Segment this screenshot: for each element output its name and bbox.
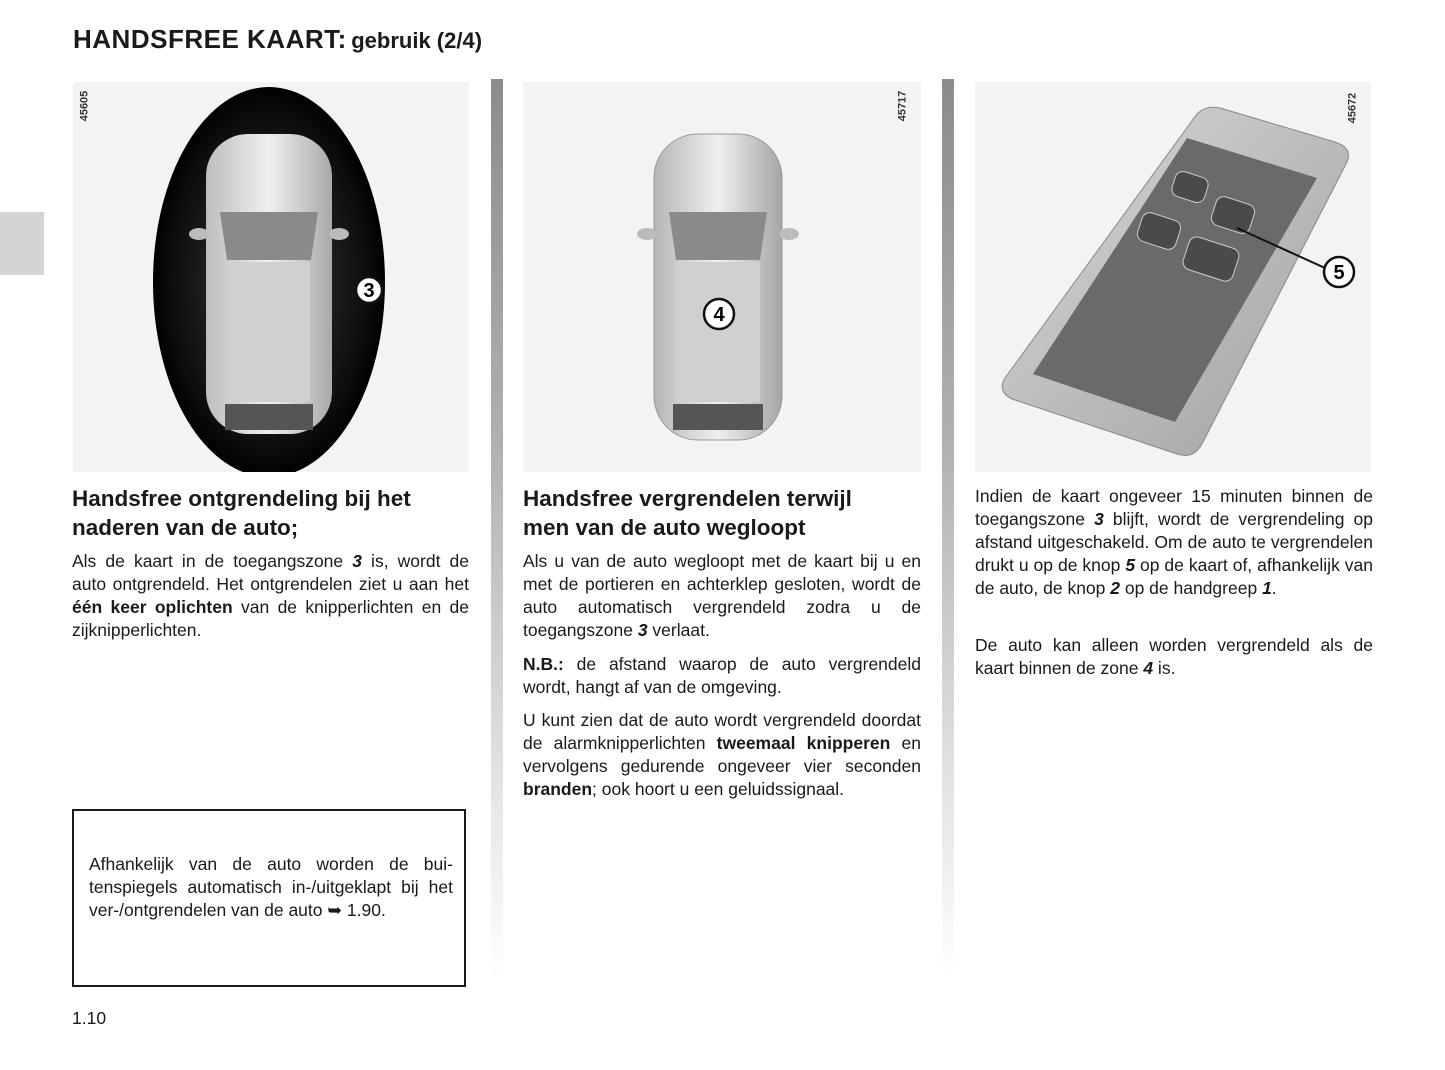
paragraph-unlock: Als de kaart in de toegangszone 3 is, wordt de auto ontgrendeld. Het ontgrendelen ziet u aan het één keer oplichten van de knipperlichten en de zijknipperlichten. xyxy=(72,551,470,640)
note-text: Afhankelijk van de auto worden de buitenspiegels automatisch in-/uitgeklapt bij het ver-/ontgrendelen van de auto ➥ 1.90. xyxy=(89,854,453,920)
note-box xyxy=(72,809,466,987)
page-number: 1.10 xyxy=(72,1008,107,1028)
title-sub: gebruik (2/4) xyxy=(351,28,483,53)
callout-5: 5 xyxy=(1333,262,1345,284)
column-divider-1 xyxy=(491,79,503,979)
heading-handsfree-lock xyxy=(523,484,923,542)
page-reference: 1.90. xyxy=(342,900,386,920)
heading-line-2: men van de auto wegloopt xyxy=(523,515,806,540)
heading-handsfree-unlock xyxy=(72,484,472,542)
paragraph-signal: U kunt zien dat de auto wordt vergrendeld doordat de alarmknipperlichten tweemaal knipperen en vervolgens gedurende ongeveer vier seconden branden; ook hoort u een geluidssignaal. xyxy=(523,710,921,799)
heading-line-2: naderen van de auto; xyxy=(72,515,299,540)
column-divider-2 xyxy=(942,79,954,979)
callout-4: 4 xyxy=(713,304,725,326)
paragraph-note: N.B.: de afstand waarop de auto vergrendeld wordt, hangt af van de omgeving. xyxy=(523,654,921,697)
figure-lock-zone xyxy=(523,82,921,472)
heading-line-1: Handsfree ontgrendeling bij het xyxy=(72,486,411,511)
page-title xyxy=(73,24,482,55)
section-tab xyxy=(0,212,44,275)
car-top-view-2 xyxy=(637,134,799,440)
heading-line-1: Handsfree vergrendelen terwijl xyxy=(523,486,852,511)
figure-key-card xyxy=(975,82,1371,472)
arrow-icon: ➥ xyxy=(327,900,343,920)
figure-number: 45717 xyxy=(896,90,909,122)
key-card-illustration xyxy=(975,82,1371,472)
title-main: HANDSFREE KAART: xyxy=(73,24,347,54)
car-top-view-1 xyxy=(189,134,349,434)
figure-number: 45605 xyxy=(78,90,91,122)
paragraph-timeout: Indien de kaart ongeveer 15 minuten binnen de toegangszone 3 blijft, wordt de vergrendeling op afstand uitgeschakeld. Om de auto te vergrendelen drukt u op de knop 5 op de kaart of, afhankelijk van de auto, de knop 2 op de handgreep 1. xyxy=(975,486,1374,598)
figure-unlock-zone xyxy=(73,82,469,472)
car-zone-illustration xyxy=(73,82,469,472)
figure-number: 45672 xyxy=(1346,92,1359,124)
callout-3: 3 xyxy=(363,280,375,302)
car-illustration xyxy=(523,82,921,472)
paragraph-lock: Als u van de auto wegloopt met de kaart bij u en met de portieren en achterklep gesloten, wordt de auto automatisch vergrendeld zodra u de toegangszone 3 verlaat. xyxy=(523,551,921,640)
paragraph-zone: De auto kan alleen worden vergrendeld als de kaart binnen de zone 4 is. xyxy=(975,635,1373,678)
key-card-body xyxy=(1002,107,1348,455)
